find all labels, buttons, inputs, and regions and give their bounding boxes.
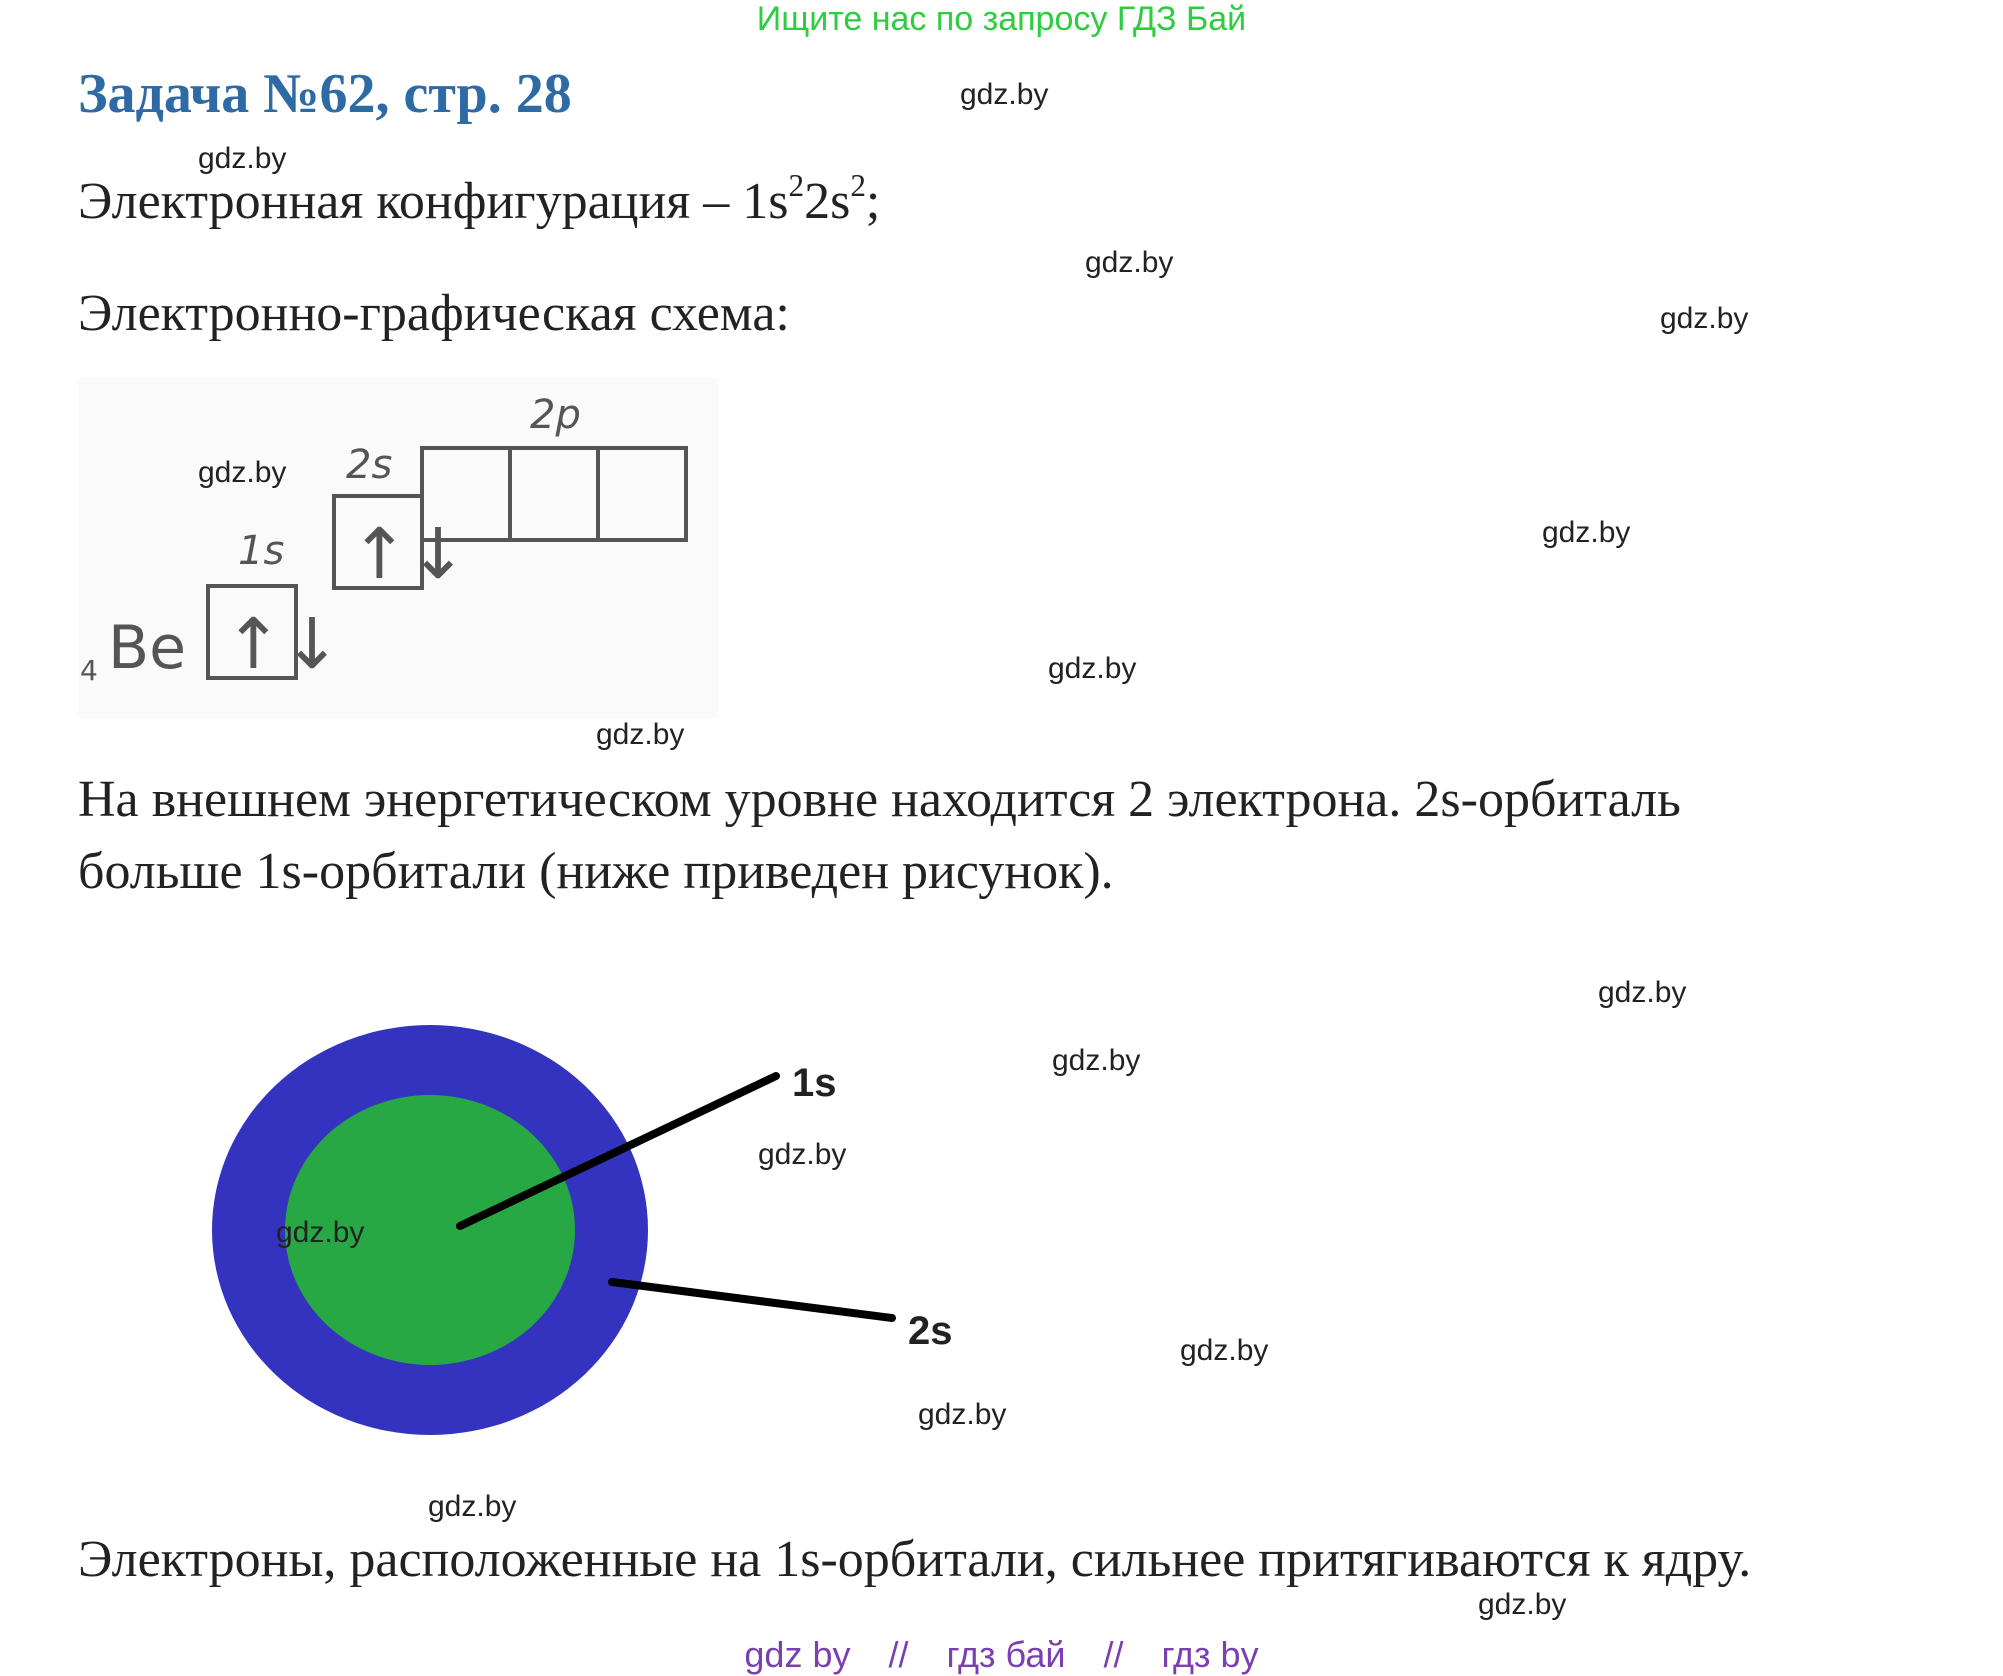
paragraph-1-line-1: На внешнем энергетическом уровне находится 2 электрона. 2s-орбиталь (78, 771, 1681, 828)
watermark: gdz.by (960, 78, 1049, 111)
watermark: gdz.by (1052, 1044, 1141, 1077)
footer-links (0, 1634, 2003, 1676)
footer-separator: // (888, 1634, 909, 1675)
watermark: gdz.by (758, 1138, 847, 1171)
watermark: gdz.by (596, 718, 685, 751)
watermark: gdz.by (1048, 652, 1137, 685)
watermark: gdz.by (1542, 516, 1631, 549)
watermark: gdz.by (918, 1398, 1007, 1431)
watermark: gdz.by (1085, 246, 1174, 279)
config-sup-2: 2 (850, 168, 866, 204)
footer-separator: // (1103, 1634, 1124, 1675)
config-suffix: ; (865, 173, 881, 230)
watermark: gdz.by (198, 142, 287, 175)
config-sup-1: 2 (788, 168, 805, 204)
level-label-2p: 2p (530, 392, 581, 438)
watermark: gdz.by (198, 456, 287, 489)
element-symbol: Be (108, 613, 187, 683)
footer-link-gdz-bai[interactable]: гдз бай (946, 1634, 1066, 1675)
electrons-1s: ↑↓ (224, 603, 342, 685)
watermark: gdz.by (428, 1490, 517, 1523)
electrons-2s: ↑↓ (350, 513, 468, 595)
top-banner: Ищите нас по запросу ГДЗ Бай (756, 0, 1247, 38)
paragraph-1-line-2: больше 1s-орбитали (ниже приведен рисунок). (78, 843, 1114, 900)
level-label-2s: 2s (346, 442, 393, 488)
pointer-line-2s (612, 1282, 892, 1318)
config-prefix: Электронная конфигурация – 1s (78, 173, 789, 230)
footer-link-gdz-by[interactable]: gdz by (744, 1634, 851, 1675)
page-title: Задача №62, стр. 28 (78, 63, 572, 125)
level-label-1s: 1s (238, 528, 285, 574)
watermark: gdz.by (1180, 1334, 1269, 1367)
watermark: gdz.by (1478, 1588, 1567, 1621)
orbital-box-diagram (78, 378, 718, 718)
atomic-number: 4 (80, 654, 98, 687)
watermark: gdz.by (276, 1216, 365, 1249)
watermark: gdz.by (1660, 302, 1749, 335)
electron-configuration (78, 168, 881, 231)
watermark: gdz.by (1598, 976, 1687, 1009)
paragraph-2: Электроны, расположенные на 1s-орбитали, сильнее притягиваются к ядру. (78, 1531, 1752, 1588)
footer-link-gdz-by-2[interactable]: гдз by (1161, 1634, 1259, 1675)
scheme-label: Электронно-графическая схема: (78, 285, 790, 342)
label-2s: 2s (908, 1309, 953, 1353)
config-mid: 2s (804, 173, 851, 230)
label-1s: 1s (792, 1061, 837, 1105)
